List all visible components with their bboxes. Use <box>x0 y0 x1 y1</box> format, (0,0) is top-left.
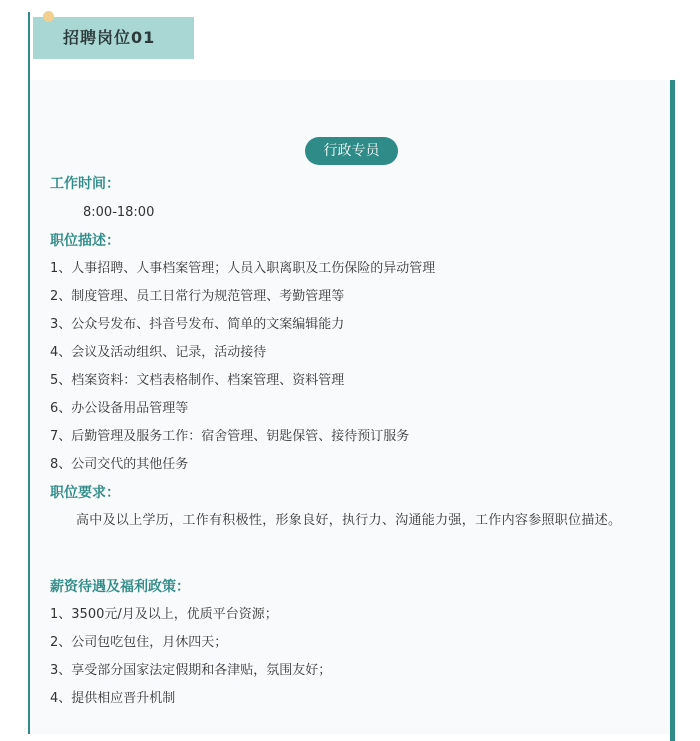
section-title-tab: 招聘岗位01 <box>33 17 194 59</box>
description-item: 5、档案资料：文档表格制作、档案管理、资料管理 <box>50 373 345 388</box>
description-item: 2、制度管理、员工日常行为规范管理、考勤管理等 <box>50 289 345 304</box>
benefits-item: 2、公司包吃包住，月休四天； <box>50 635 228 650</box>
work-time-value: 8:00-18:00 <box>83 205 155 220</box>
description-heading: 职位描述： <box>50 233 120 249</box>
description-item: 4、会议及活动组织、记录，活动接待 <box>50 345 267 360</box>
job-role-badge: 行政专员 <box>305 137 398 165</box>
description-item: 8、公司交代的其他任务 <box>50 457 189 472</box>
description-item: 7、后勤管理及服务工作：宿舍管理、钥匙保管、接待预订服务 <box>50 429 410 444</box>
description-item: 1、人事招聘、人事档案管理；人员入职离职及工伤保险的异动管理 <box>50 261 436 276</box>
requirements-text: 高中及以上学历，工作有积极性，形象良好，执行力、沟通能力强，工作内容参照职位描述。 <box>76 513 622 528</box>
work-time-heading: 工作时间： <box>50 176 120 192</box>
benefits-heading: 薪资待遇及福利政策： <box>50 579 190 595</box>
benefits-item: 4、提供相应晋升机制 <box>50 691 176 706</box>
description-item: 6、办公设备用品管理等 <box>50 401 189 416</box>
description-item: 3、公众号发布、抖音号发布、简单的文案编辑能力 <box>50 317 345 332</box>
decorative-dot <box>43 11 54 22</box>
benefits-item: 3、享受部分国家法定假期和各津贴，氛围友好； <box>50 663 332 678</box>
requirements-heading: 职位要求： <box>50 485 120 501</box>
benefits-item: 1、3500元/月及以上，优质平台资源； <box>50 607 278 622</box>
right-border-line <box>670 80 675 741</box>
